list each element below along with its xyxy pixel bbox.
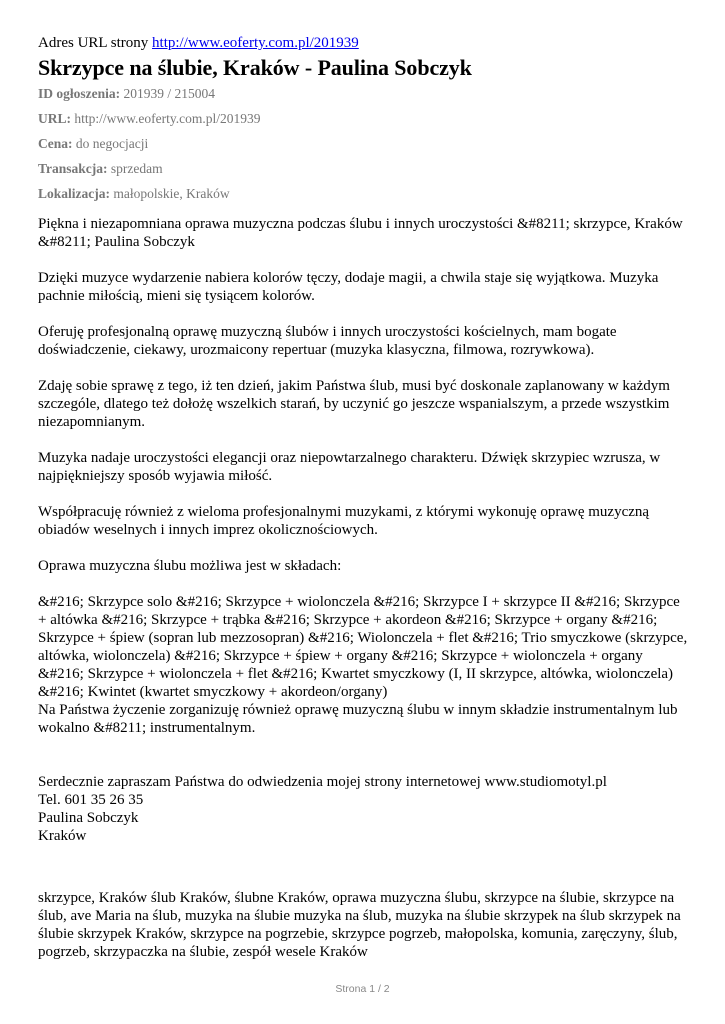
contact-invite: Serdecznie zapraszam Państwa do odwiedzenia mojej strony internetowej www.studiomotyl.pl xyxy=(38,774,607,790)
url-link[interactable]: http://www.eoferty.com.pl/201939 xyxy=(152,35,359,51)
paragraph: Oprawa muzyczna ślubu możliwa jest w składach: xyxy=(38,558,342,574)
paragraph: Piękna i niezapomniana oprawa muzyczna podczas ślubu i innych uroczystości &#8211; skrzypce, Kraków &#8211; Paulina Sobczyk xyxy=(38,216,683,250)
description xyxy=(38,215,688,845)
meta-transaction: Transakcja: sprzedam xyxy=(38,161,163,176)
ensemble-list: &#216; Skrzypce solo &#216; Skrzypce + wiolonczela &#216; Skrzypce I + skrzypce II &#216; Skrzypce + altówka &#216; Skrzypce + trąbka &#216; Skrzypce + akordeon &#216; Skrzypce + organy &#216; Skrzypce + śpiew (sopran lub mezzosopran) &#216; Wiolonczela + flet &#216; Trio smyczkowe (skrzypce, altówka, wiolonczela) &#216; Skrzypce + śpiew + organy &#216; Skrzypce + wiolonczela + organy &#216; Skrzypce + wiolonczela + flet &#216; Kwartet smyczkowy (I, II skrzypce, altówka, wiolonczela) &#216; Kwintet (kwartet smyczkowy + akordeon/organy) xyxy=(38,594,688,700)
contact-city: Kraków xyxy=(38,828,87,844)
meta-location: Lokalizacja: małopolskie, Kraków xyxy=(38,186,230,201)
listing-meta xyxy=(38,85,688,203)
paragraph: Zdaję sobie sprawę z tego, iż ten dzień, jakim Państwa ślub, musi być doskonale zaplanowany w każdym szczególe, dlatego też dołożę wszelkich starań, by uczynić go jeszcze wspanialszym, a przede wszystkim niezapomnianym. xyxy=(38,378,670,430)
paragraph: Na Państwa życzenie zorganizuję również oprawę muzyczną ślubu w innym składzie instrumentalnym lub wokalno &#8211; instrumentalnym. xyxy=(38,702,678,736)
meta-price: Cena: do negocjacji xyxy=(38,136,149,151)
contact-phone: Tel. 601 35 26 35 xyxy=(38,792,144,808)
page-title: Skrzypce na ślubie, Kraków - Paulina Sobczyk xyxy=(38,55,472,80)
contact-name: Paulina Sobczyk xyxy=(38,810,139,826)
meta-url: URL: http://www.eoferty.com.pl/201939 xyxy=(38,111,261,126)
paragraph: Oferuję profesjonalną oprawę muzyczną ślubów i innych uroczystości kościelnych, mam bogate doświadczenie, ciekawy, urozmaicony repertuar (muzyka klasyczna, filmowa, rozrywkowa). xyxy=(38,324,617,358)
keywords: skrzypce, Kraków ślub Kraków, ślubne Kraków, oprawa muzyczna ślubu, skrzypce na ślubie, skrzypce na ślub, ave Maria na ślub, muzyka na ślubie muzyka na ślub, muzyka na ślubie skrzypek na ślub skrzypek na ślubie skrzypek Kraków, skrzypce na pogrzebie, skrzypce pogrzeb, małopolska, komunia, zaręczyny, ślub, pogrzeb, skrzypaczka na ślubie, zespół wesele Kraków xyxy=(38,890,681,960)
url-line xyxy=(38,34,688,52)
document-page xyxy=(38,34,688,845)
paragraph: Muzyka nadaje uroczystości elegancji oraz niepowtarzalnego charakteru. Dźwięk skrzypiec wzrusza, w najpiękniejszy sposób wyjawia miłość. xyxy=(38,450,661,484)
paragraph: Dzięki muzyce wydarzenie nabiera kolorów tęczy, dodaje magii, a chwila staje się wyjątkowa. Muzyka pachnie miłością, mieni się tysiącem kolorów. xyxy=(38,270,659,304)
contact-block xyxy=(38,773,688,845)
url-label: Adres URL strony xyxy=(38,35,149,51)
page-footer: Strona 1 / 2 xyxy=(335,983,390,995)
paragraph: Współpracuję również z wieloma profesjonalnymi muzykami, z którymi wykonuję oprawę muzyczną obiadów weselnych i innych imprez okolicznościowych. xyxy=(38,504,650,538)
meta-id: ID ogłoszenia: 201939 / 215004 xyxy=(38,86,216,101)
